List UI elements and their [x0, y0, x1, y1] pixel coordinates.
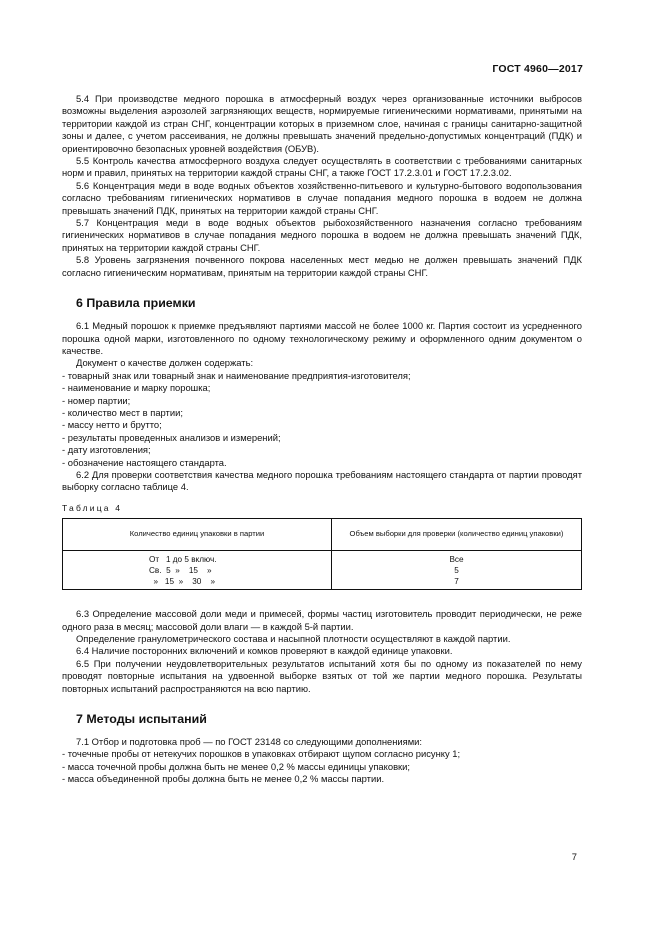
batch-range-1: Св. 5 » 15 » — [149, 566, 212, 576]
quality-doc-intro: Документ о качестве должен содержать: — [76, 357, 254, 369]
batch-range-2: » 15 » 30 » — [149, 577, 215, 587]
sample-size-cell — [332, 551, 582, 590]
list-item: - точечные пробы от нетекучих порошков в упаковках отбирают щупом согласно рисунку 1; — [62, 748, 582, 760]
section-7-heading: 7 Методы испытаний — [76, 712, 207, 727]
clause-5-6: 5.6 Концентрация меди в воде водных объектов хозяйственно-питьевого и культурно-бытового водопользования согласно требованиям гигиенических нормативов в случае попадания медного порошка в водоем не должна превышать значений ПДК, принятых на территории каждой страны СНГ. — [62, 179, 582, 216]
clause-5-4: 5.4 При производстве медного порошка в атмосферный воздух через организованные источники выбросов возможны выделения аэрозолей загрязняющих веществ, нормируемые гигиеническими нормативами, принятыми на территории каждой из стран СНГ, концентрации которых в приземном слое, начиная с границы санитарно-защитной зоны и далее, с учетом рассеивания, не должны превышать значений предельно-допустимых концентраций (ПДК) и ориентировочно безопасных уровней воздействия (ОБУВ). — [62, 93, 582, 154]
clause-5-5: 5.5 Контроль качества атмосферного воздуха следует осуществлять в соответствии с требованиями санитарных норм и правил, принятых на территории каждой страны СНГ, а также ГОСТ 17.2.3.01 и ГОСТ 17.2.3.02. — [62, 155, 582, 179]
document-code: ГОСТ 4960—2017 — [492, 63, 583, 75]
clause-6-5: 6.5 При получении неудовлетворительных результатов испытаний хотя бы по одному из показателей по нему проводят повторные испытания на удвоенной выборке взятых от той же партии медного порошка. Результаты повторных испытаний распространяются на всю партию. — [62, 657, 582, 694]
list-item: - товарный знак или товарный знак и наименование предприятия-изготовителя; — [62, 370, 582, 382]
list-item: - масса точечной пробы должна быть не менее 0,2 % массы единицы упаковки; — [62, 761, 582, 773]
list-item: - результаты проведенных анализов и измерений; — [62, 432, 582, 444]
clause-5-7: 5.7 Концентрация меди в воде водных объектов рыбохозяйственного назначения согласно требованиям гигиенических нормативов в случае попадания медного порошка в водоем не должна превышать значений ПДК, принятых на территории каждой страны СНГ. — [62, 217, 582, 253]
clause-6-3-cont: Определение гранулометрического состава и насыпной плотности осуществляют в каждой партии. — [76, 633, 511, 644]
list-item: - количество мест в партии; — [62, 407, 582, 419]
list-item: - обозначение настоящего стандарта. — [62, 457, 582, 469]
section-6-heading: 6 Правила приемки — [76, 296, 196, 311]
table-header-row — [63, 519, 582, 551]
list-item: - номер партии; — [62, 395, 582, 407]
list-item: - дату изготовления; — [62, 444, 582, 456]
sample-size-2: 7 — [454, 577, 459, 587]
sampling-list — [62, 748, 582, 785]
clause-6-2: 6.2 Для проверки соответствия качества медного порошка требованиям настоящего стандарта от партии проводят выборку согласно таблице 4. — [62, 468, 582, 493]
list-item: - массу нетто и брутто; — [62, 419, 582, 431]
document-body — [62, 93, 582, 786]
clause-5-8: 5.8 Уровень загрязнения почвенного покрова населенных мест медью не должен превышать значений ПДК согласно гигиеническим нормативам, принятым на территории каждой страны СНГ. — [62, 254, 582, 278]
table-caption: Таблица 4 — [62, 502, 123, 513]
quality-doc-list — [62, 370, 582, 469]
clause-6-3: 6.3 Определение массовой доли меди и примесей, формы частиц изготовитель проводит периодически, не реже одного раза в месяц; массовой доли влаги — в каждой 5-й партии. — [62, 608, 582, 632]
clause-7-1: 7.1 Отбор и подготовка проб — по ГОСТ 23148 со следующими дополнениями: — [76, 736, 423, 748]
sampling-table — [62, 518, 582, 590]
column-header-batch-size: Количество единиц упаковки в партии — [63, 519, 332, 551]
table-row — [63, 551, 582, 590]
list-item: - наименование и марку порошка; — [62, 382, 582, 394]
list-item: - масса объединенной пробы должна быть не менее 0,2 % массы партии. — [62, 773, 582, 785]
column-header-sample-size: Объем выборки для проверки (количество единиц упаковки) — [332, 519, 582, 551]
batch-size-cell — [63, 551, 332, 590]
page-number: 7 — [571, 851, 577, 862]
batch-range-0: От 1 до 5 включ. — [149, 555, 217, 565]
sample-size-0: Все — [449, 555, 464, 565]
clause-6-4: 6.4 Наличие посторонних включений и комков проверяют в каждой единице упаковки. — [76, 645, 453, 657]
clause-6-1: 6.1 Медный порошок к приемке предъявляют партиями массой не более 1000 кг. Партия состоит из усредненного порошка одной марки, изготовленного по одному технологическому режиму и оформленного одним документом о качестве. — [62, 320, 582, 356]
sample-size-1: 5 — [454, 566, 459, 576]
